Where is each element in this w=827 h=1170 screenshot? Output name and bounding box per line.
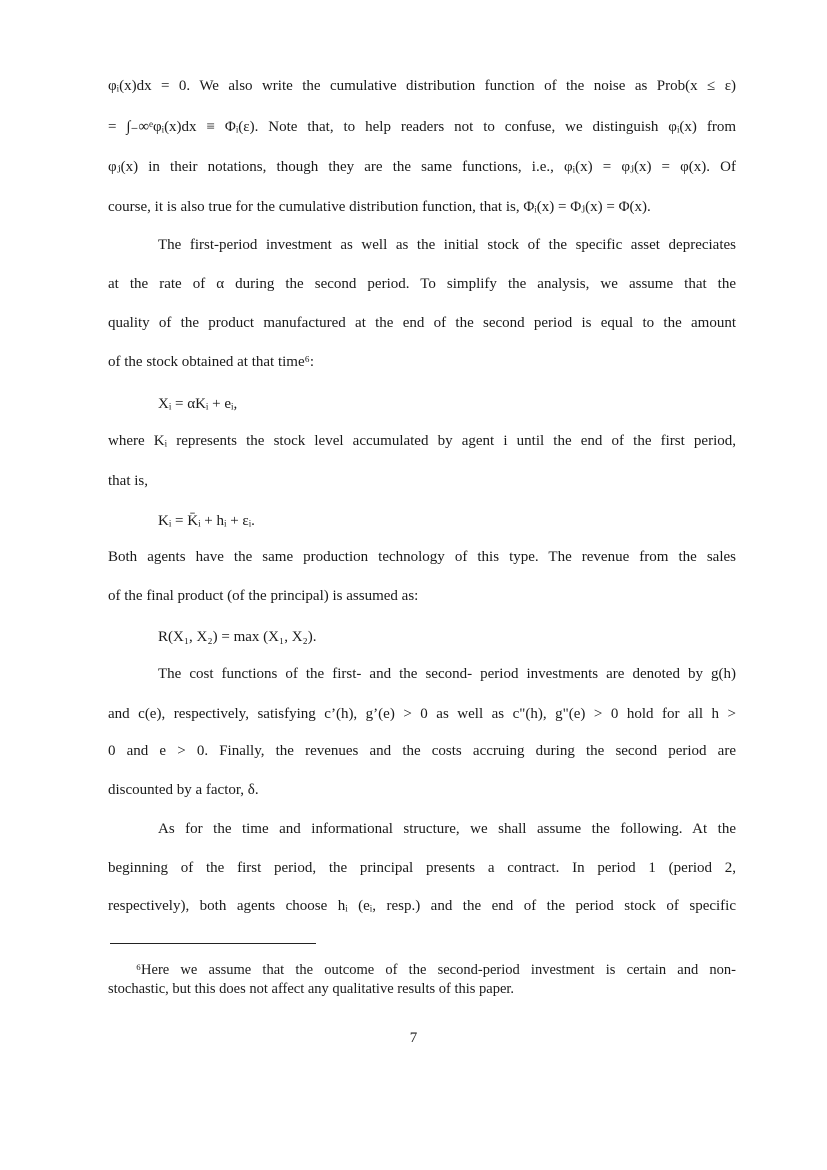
- text-line: The cost functions of the first- and the second- period investments are denoted by g(h): [158, 666, 736, 682]
- text-line: quality of the product manufactured at the end of the second period is equal to the amount: [108, 315, 736, 331]
- text-line: = ∫₋∞ᵉφᵢ(x)dx ≡ Φᵢ(ε). Note that, to help readers not to confuse, we distinguish φᵢ(x) from: [108, 119, 736, 135]
- equation: R(X₁, X₂) = max (X₁, X₂).: [158, 629, 317, 645]
- text-line: where Kᵢ represents the stock level accumulated by agent i until the end of the first period,: [108, 433, 736, 449]
- footnote-rule: [110, 943, 316, 944]
- text-line: that is,: [108, 473, 148, 489]
- text-line: φⱼ(x) in their notations, though they are the same functions, i.e., φᵢ(x) = φⱼ(x) = φ(x). Of: [108, 159, 736, 175]
- text-line: Both agents have the same production technology of this type. The revenue from the sales: [108, 549, 736, 565]
- text-line: respectively), both agents choose hᵢ (eᵢ, resp.) and the end of the period stock of specific: [108, 898, 736, 914]
- text-line: course, it is also true for the cumulative distribution function, that is, Φᵢ(x) = Φⱼ(x) = Φ(x).: [108, 199, 651, 215]
- text-line: As for the time and informational structure, we shall assume the following. At the: [158, 821, 736, 837]
- text-line: discounted by a factor, δ.: [108, 782, 259, 798]
- text-line: at the rate of α during the second period. To simplify the analysis, we assume that the: [108, 276, 736, 292]
- equation: Kᵢ = K̄ᵢ + hᵢ + εᵢ.: [158, 513, 255, 529]
- footnote-line: stochastic, but this does not affect any qualitative results of this paper.: [108, 981, 515, 997]
- equation: Xᵢ = αKᵢ + eᵢ,: [158, 396, 238, 412]
- text-line: of the stock obtained at that time⁶:: [108, 354, 315, 370]
- footnote-line: ⁶Here we assume that the outcome of the second-period investment is certain and non-: [136, 962, 736, 978]
- page-number: 7: [409, 1030, 418, 1046]
- text-line: and c(e), respectively, satisfying c’(h), g’(e) > 0 as well as c"(h), g"(e) > 0 hold for all h >: [108, 706, 736, 722]
- text-line: of the final product (of the principal) is assumed as:: [108, 588, 419, 604]
- text-line: 0 and e > 0. Finally, the revenues and the costs accruing during the second period are: [108, 743, 736, 759]
- text-line: φᵢ(x)dx = 0. We also write the cumulative distribution function of the noise as Prob(x ≤ ε): [108, 78, 736, 94]
- text-line: beginning of the first period, the principal presents a contract. In period 1 (period 2,: [108, 860, 736, 876]
- text-line: The first-period investment as well as the initial stock of the specific asset depreciates: [158, 237, 736, 253]
